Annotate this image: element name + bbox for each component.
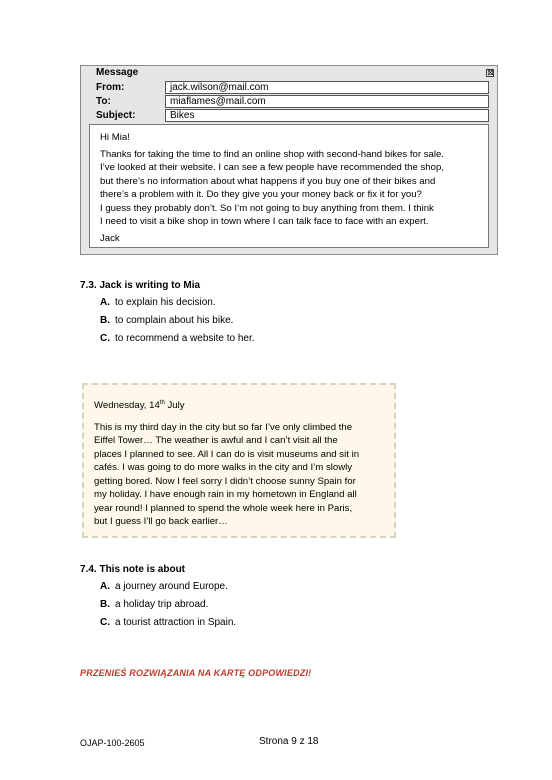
note-date-suffix: th xyxy=(159,400,165,406)
answer-option-a[interactable] xyxy=(100,297,255,315)
email-body-line: I need to visit a bike shop in town where I can talk face to face with an expert. xyxy=(100,216,429,227)
question-7-4-title: 7.4. This note is about xyxy=(80,564,186,575)
email-signature: Jack xyxy=(100,232,120,244)
option-text: a tourist attraction in Spain. xyxy=(115,617,237,628)
subject-row xyxy=(81,109,497,123)
question-7-3-options xyxy=(100,297,255,351)
option-letter: C. xyxy=(100,617,110,628)
subject-field[interactable]: Bikes xyxy=(165,109,489,122)
note-date-day: Wednesday, 14 xyxy=(94,400,160,412)
email-body xyxy=(89,124,489,248)
answer-option-c[interactable] xyxy=(100,617,236,635)
email-window xyxy=(80,65,498,255)
note-line: This is my third day in the city but so far I’ve only climbed the xyxy=(94,421,353,433)
email-greeting: Hi Mia! xyxy=(100,132,130,143)
note-date-month: July xyxy=(164,400,185,412)
answer-option-b[interactable] xyxy=(100,599,236,617)
note-line: Eiffel Tower… The weather is awful and I can’t visit all the xyxy=(94,435,338,447)
option-letter: A. xyxy=(100,581,110,592)
email-body-line: I guess they probably don’t. So I’m not going to buy anything from them. I think xyxy=(100,202,434,214)
answer-option-c[interactable] xyxy=(100,333,255,351)
email-body-line: I’ve looked at their website. I can see a few people have recommended the shop, xyxy=(100,162,444,173)
email-window-title: Message xyxy=(96,67,139,78)
option-text: a holiday trip abroad. xyxy=(115,599,209,610)
note-line: my holiday. I have enough rain in my hometown in England all xyxy=(94,489,357,501)
note-line: year round! I planned to spend the whole week here in Paris, xyxy=(94,502,353,514)
option-letter: A. xyxy=(100,297,110,308)
diary-note xyxy=(82,383,396,538)
to-row xyxy=(81,95,497,109)
from-label: From: xyxy=(96,82,125,93)
note-line: but I guess I’ll go back earlier… xyxy=(94,516,228,528)
note-line: getting bored. Now I feel sorry I didn’t choose sunny Spain for xyxy=(94,475,356,487)
option-letter: B. xyxy=(100,599,110,610)
subject-label: Subject: xyxy=(96,110,136,121)
question-7-4-options xyxy=(100,581,236,635)
close-icon[interactable]: ⊠ xyxy=(487,68,494,77)
option-letter: C. xyxy=(100,333,110,344)
note-line: places I planned to see. All I can do is visit museums and sit in xyxy=(94,448,360,460)
option-text: a journey around Europe. xyxy=(115,581,228,592)
page-number: Strona 9 z 18 xyxy=(259,736,319,747)
option-letter: B. xyxy=(100,315,110,326)
note-date xyxy=(94,397,384,413)
email-titlebar xyxy=(81,66,497,80)
question-7-3-title: 7.3. Jack is writing to Mia xyxy=(80,280,201,291)
answer-option-a[interactable] xyxy=(100,581,236,599)
answer-option-b[interactable] xyxy=(100,315,255,333)
note-content xyxy=(94,397,384,529)
email-body-line: Thanks for taking the time to find an online shop with second-hand bikes for sale. xyxy=(100,148,444,160)
to-label: To: xyxy=(96,96,111,107)
to-field[interactable]: miaflames@mail.com xyxy=(165,95,489,108)
option-text: to complain about his bike. xyxy=(115,315,234,326)
email-body-line: there’s a problem with it. Do they give you your money back or fix it for you? xyxy=(100,189,422,200)
exam-code: OJAP-100-2605 xyxy=(80,738,145,748)
option-text: to recommend a website to her. xyxy=(115,333,255,344)
from-field[interactable]: jack.wilson@mail.com xyxy=(165,81,489,94)
note-line: cafés. I was going to do more walks in the city and I’m slowly xyxy=(94,462,353,474)
transfer-answers-instruction: PRZENIEŚ ROZWIĄZANIA NA KARTĘ ODPOWIEDZI! xyxy=(80,668,312,678)
option-text: to explain his decision. xyxy=(115,297,216,308)
email-body-line: but there’s no information about what happens if you buy one of their bikes and xyxy=(100,175,436,187)
from-row xyxy=(81,81,497,95)
